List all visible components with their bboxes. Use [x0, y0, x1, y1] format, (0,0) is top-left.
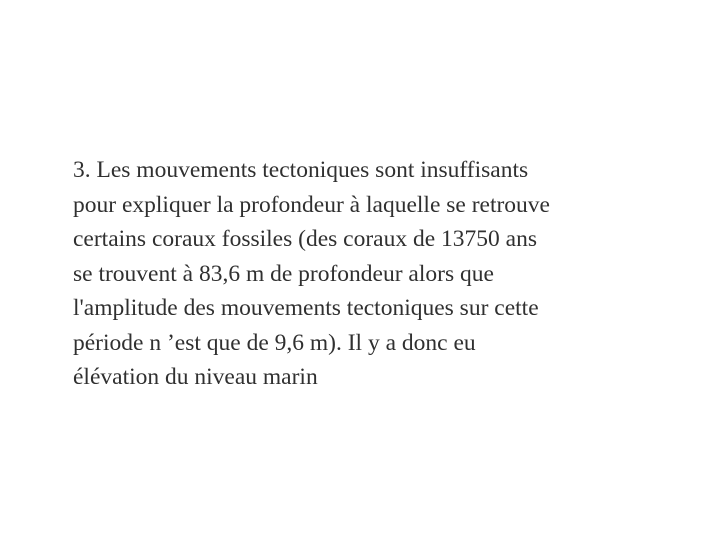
paragraph-line: se trouvent à 83,6 m de profondeur alors que	[73, 260, 494, 287]
paragraph-line: l'amplitude des mouvements tectoniques sur cette	[73, 295, 539, 321]
paragraph-line: 3. Les mouvements tectoniques sont insuffisants	[73, 157, 529, 183]
paragraph-line: période n ’est que de 9,6 m). Il y a donc eu	[73, 329, 476, 356]
paragraph-line: élévation du niveau marin	[73, 364, 318, 390]
paragraph-line: pour expliquer la profondeur à laquelle se retrouve	[73, 191, 550, 218]
paragraph-line: certains coraux fossiles (des coraux de 13750 ans	[73, 226, 537, 252]
body-paragraph	[73, 153, 673, 395]
